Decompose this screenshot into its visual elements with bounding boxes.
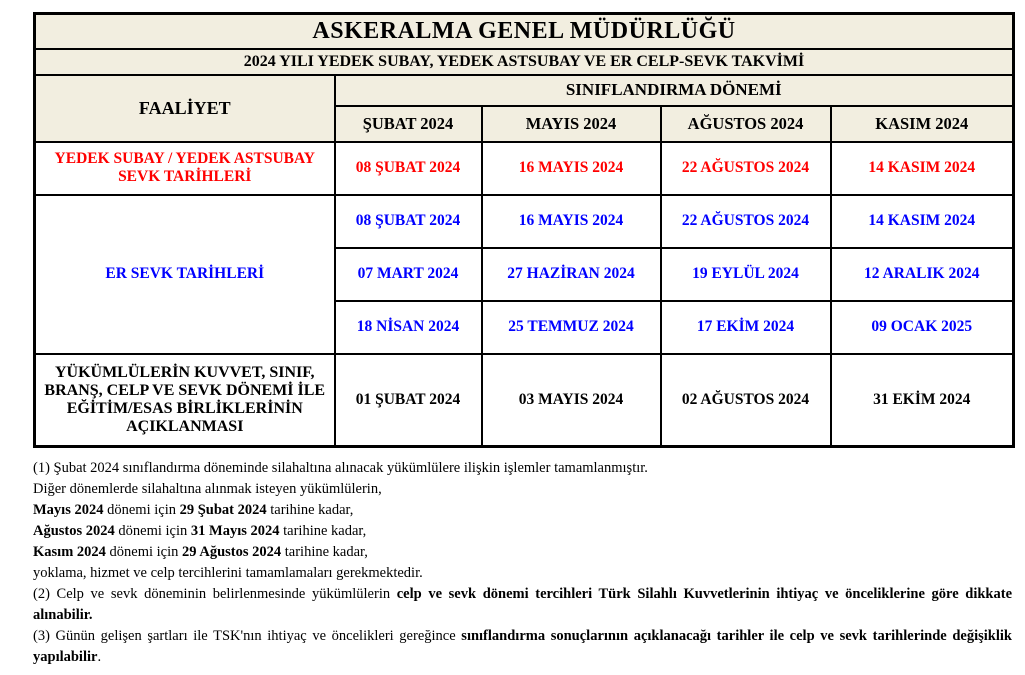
month-header-agustos: AĞUSTOS 2024 <box>661 106 831 142</box>
footnotes-block <box>33 458 1012 668</box>
footnote-1-continuation: Diğer dönemlerde silahaltına alınmak isteyen yükümlülerin, <box>33 481 382 497</box>
reserve-date-kasim: 14 KASIM 2024 <box>831 142 1014 195</box>
may-tail-text: tarihine kadar, <box>266 502 354 518</box>
nov-mid-text: dönemi için <box>105 544 183 560</box>
footnote-1-aug-deadline <box>33 521 1012 542</box>
footnote-3-bold-text: sınıflandırma sonuçlarının açıklanacağı tarihler ile celp ve sevk tarihlerinde değişiklik yapılabilir <box>33 628 1012 665</box>
announcement-date-subat: 01 ŞUBAT 2024 <box>335 354 482 447</box>
reserve-date-subat: 08 ŞUBAT 2024 <box>335 142 482 195</box>
er-date-r2c3: 19 EYLÜL 2024 <box>661 248 831 301</box>
footnote-1-closing-text: yoklama, hizmet ve celp tercihlerini tamamlamaları gerekmektedir. <box>33 565 423 581</box>
footnote-2 <box>33 584 1012 626</box>
footnote-1-line-2 <box>33 479 1012 500</box>
reserve-date-mayis: 16 MAYIS 2024 <box>482 142 661 195</box>
reserve-date-agustos: 22 AĞUSTOS 2024 <box>661 142 831 195</box>
er-date-r3c3: 17 EKİM 2024 <box>661 301 831 354</box>
page-subtitle: 2024 YILI YEDEK SUBAY, YEDEK ASTSUBAY VE ER CELP-SEVK TAKVİMİ <box>35 49 1014 75</box>
footnote-1-nov-deadline <box>33 542 1012 563</box>
row-label-announcement: YÜKÜMLÜLERİN KUVVET, SINIF, BRANŞ, CELP VE SEVK DÖNEMİ İLE EĞİTİM/ESAS BİRLİKLERİNİN AÇIKLANMASI <box>35 354 335 447</box>
may-mid-text: dönemi için <box>103 502 180 518</box>
footnote-2-plain-text: (2) Celp ve sevk döneminin belirlenmesinde yükümlülerin <box>33 586 397 602</box>
footnote-1-may-deadline <box>33 500 1012 521</box>
month-header-subat: ŞUBAT 2024 <box>335 106 482 142</box>
column-group-header-classification-period: SINIFLANDIRMA DÖNEMİ <box>335 75 1014 106</box>
footnote-3-plain-text: (3) Günün gelişen şartları ile TSK'nın ihtiyaç ve öncelikleri gereğince <box>33 628 462 644</box>
aug-mid-text: dönemi için <box>114 523 191 539</box>
celp-sevk-calendar-table <box>33 12 1015 448</box>
column-header-activity: FAALİYET <box>35 75 335 142</box>
er-date-r2c2: 27 HAZİRAN 2024 <box>482 248 661 301</box>
footnote-2-bold-text: celp ve sevk dönemi tercihleri Türk Silahlı Kuvvetlerinin ihtiyaç ve önceliklerine göre dikkate alınabilir. <box>33 586 1013 623</box>
er-date-r3c2: 25 TEMMUZ 2024 <box>482 301 661 354</box>
announcement-date-agustos: 02 AĞUSTOS 2024 <box>661 354 831 447</box>
month-header-kasim: KASIM 2024 <box>831 106 1014 142</box>
er-date-r3c1: 18 NİSAN 2024 <box>335 301 482 354</box>
aug-deadline-date: 31 Mayıs 2024 <box>190 523 280 539</box>
footnote-3-period: . <box>97 649 102 665</box>
announcement-date-mayis: 03 MAYIS 2024 <box>482 354 661 447</box>
er-date-r1c2: 16 MAYIS 2024 <box>482 195 661 248</box>
nov-deadline-date: 29 Ağustos 2024 <box>182 544 282 560</box>
er-date-r1c1: 08 ŞUBAT 2024 <box>335 195 482 248</box>
aug-period-label: Ağustos 2024 <box>33 523 115 539</box>
page-title: ASKERALMA GENEL MÜDÜRLÜĞÜ <box>35 14 1014 49</box>
nov-period-label: Kasım 2024 <box>33 544 106 560</box>
er-date-r1c4: 14 KASIM 2024 <box>831 195 1014 248</box>
er-date-r2c4: 12 ARALIK 2024 <box>831 248 1014 301</box>
footnote-1-closing-line <box>33 563 1012 584</box>
footnote-1-line-1 <box>33 458 1012 479</box>
may-period-label: Mayıs 2024 <box>33 502 104 518</box>
footnote-1-text: (1) Şubat 2024 sınıflandırma döneminde silahaltına alınacak yükümlülere ilişkin işlemler tamamlanmıştır. <box>33 460 648 476</box>
footnote-3 <box>33 626 1012 668</box>
nov-tail-text: tarihine kadar, <box>281 544 368 560</box>
may-deadline-date: 29 Şubat 2024 <box>179 502 267 518</box>
er-date-r3c4: 09 OCAK 2025 <box>831 301 1014 354</box>
row-label-er-dispatch: ER SEVK TARİHLERİ <box>35 195 335 354</box>
month-header-mayis: MAYIS 2024 <box>482 106 661 142</box>
er-date-r2c1: 07 MART 2024 <box>335 248 482 301</box>
row-label-reserve-officer-dispatch: YEDEK SUBAY / YEDEK ASTSUBAY SEVK TARİHLERİ <box>35 142 335 195</box>
announcement-date-kasim: 31 EKİM 2024 <box>831 354 1014 447</box>
aug-tail-text: tarihine kadar, <box>279 523 367 539</box>
er-date-r1c3: 22 AĞUSTOS 2024 <box>661 195 831 248</box>
